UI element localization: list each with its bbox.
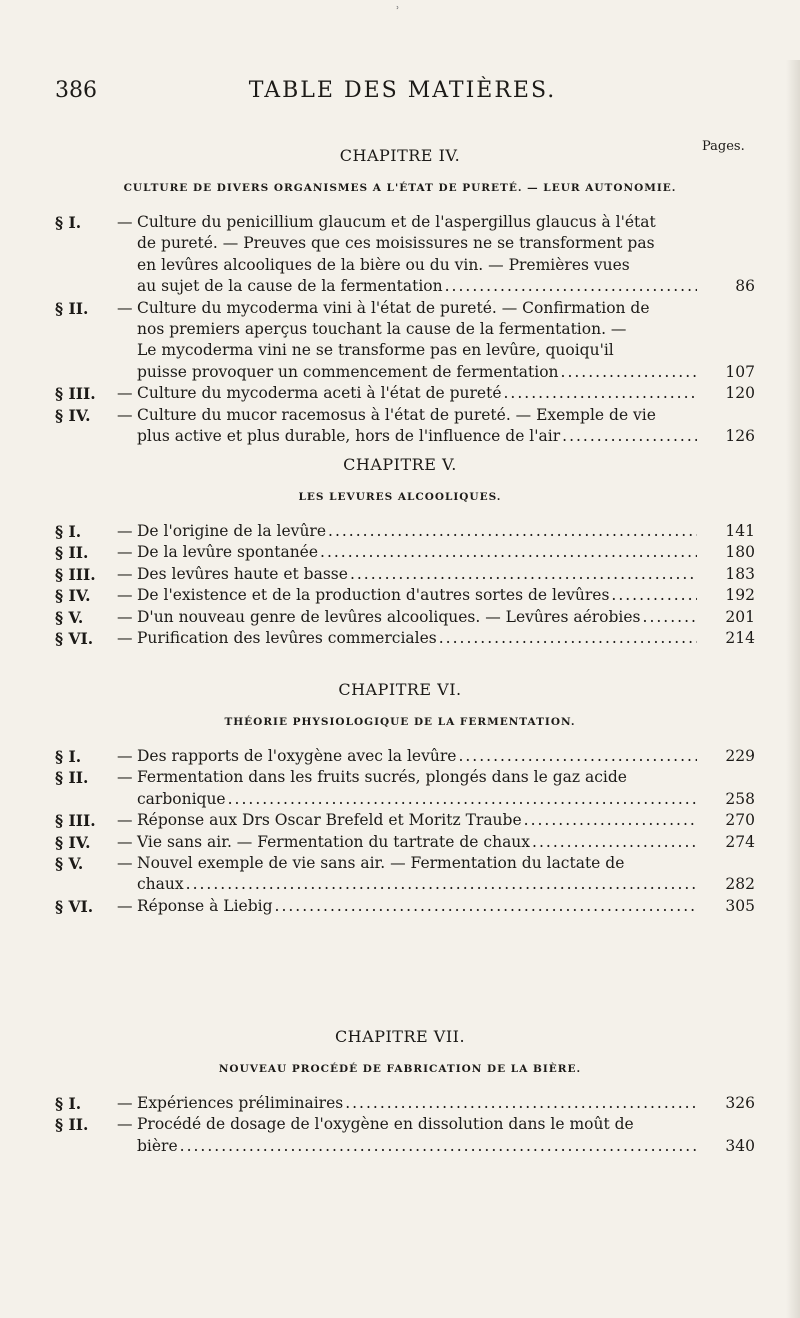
dot-leader xyxy=(345,1093,697,1114)
dot-leader xyxy=(186,874,697,895)
entry-line: Réponse à Liebig xyxy=(137,896,273,915)
dot-leader xyxy=(350,564,697,585)
dot-leader xyxy=(562,426,697,447)
section-number: § IV. xyxy=(55,405,91,425)
entry-line: Culture du penicillium glaucum et de l'aspergillus glaucus à l'état xyxy=(137,213,656,231)
page-reference: 120 xyxy=(725,384,755,403)
dot-leader xyxy=(611,585,697,606)
section-number: § III. xyxy=(55,384,96,404)
entry-line: au sujet de la cause de la fermentation xyxy=(137,277,443,296)
page-reference: 183 xyxy=(725,564,755,583)
pages-column-label: Pages. xyxy=(702,139,745,154)
toc-entry xyxy=(55,896,755,917)
toc-entry xyxy=(55,853,755,896)
dot-leader xyxy=(445,276,697,297)
page-reference: 258 xyxy=(725,789,755,808)
entry-text xyxy=(137,1093,697,1114)
entry-text xyxy=(137,767,697,810)
page-reference: 201 xyxy=(725,607,755,626)
section-number: § IV. xyxy=(55,832,91,852)
toc-entry xyxy=(55,746,755,767)
entry-line: plus active et plus durable, hors de l'influence de l'air xyxy=(137,427,561,445)
entry-line: Culture du mycoderma aceti à l'état de pureté xyxy=(137,384,502,403)
entry-dash: — xyxy=(117,1115,133,1134)
entry-dash: — xyxy=(117,768,133,787)
dot-leader xyxy=(532,832,697,853)
section-number: § V. xyxy=(55,607,84,627)
page-reference: 229 xyxy=(725,747,755,765)
section-number: § II. xyxy=(55,768,89,788)
entry-dash: — xyxy=(117,405,133,424)
entry-line: en levûres alcooliques de la bière ou du vin. — Premières vues xyxy=(137,255,630,274)
entry-line: De l'existence et de la production d'autres sortes de levûres xyxy=(137,586,610,605)
entry-line: Des rapports de l'oxygène avec la levûre xyxy=(137,747,457,765)
entry-line: Vie sans air. — Fermentation du tartrate de chaux xyxy=(137,832,531,851)
entry-text xyxy=(137,628,697,649)
entry-line: Le mycoderma vini ne se transforme pas en levûre, quoiqu'il xyxy=(137,341,614,360)
section-number: § V. xyxy=(55,854,84,873)
entry-line: Purification des levûres commerciales xyxy=(137,629,437,647)
chapter-title: CHAPITRE VI. xyxy=(338,680,462,699)
dot-leader xyxy=(561,362,697,383)
entry-dash: — xyxy=(117,607,133,626)
dot-leader xyxy=(180,1136,697,1157)
section-number: § III. xyxy=(55,564,96,584)
top-mark: ʾ xyxy=(396,4,400,18)
page-reference: 305 xyxy=(725,896,755,915)
chapter-subtitle: NOUVEAU PROCÉDÉ DE FABRICATION DE LA BIÈRE. xyxy=(218,1063,582,1075)
entry-line: Réponse aux Drs Oscar Brefeld et Moritz Traube xyxy=(137,811,522,830)
chapter-subtitle: LES LEVURES ALCOOLIQUES. xyxy=(298,491,502,503)
entry-text xyxy=(137,298,697,384)
chapter-subtitle: CULTURE DE DIVERS ORGANISMES A L'ÉTAT DE PURETÉ. — LEUR AUTONOMIE. xyxy=(123,182,677,194)
entry-dash: — xyxy=(117,213,133,231)
toc-entry xyxy=(55,832,755,853)
page-reference: 214 xyxy=(725,629,755,647)
section-number: § I. xyxy=(55,1094,82,1113)
page-reference: 274 xyxy=(725,832,755,851)
page-reference: 270 xyxy=(725,811,755,830)
entry-line: Fermentation dans les fruits sucrés, plongés dans le gaz acide xyxy=(137,768,627,787)
dot-leader xyxy=(643,607,697,628)
entry-dash: — xyxy=(117,564,133,583)
entry-dash: — xyxy=(117,298,133,317)
entry-line: De l'origine de la levûre xyxy=(137,522,327,540)
entry-line: Expériences préliminaires xyxy=(137,1094,344,1112)
entry-text xyxy=(137,521,697,542)
page-reference: 340 xyxy=(725,1136,755,1155)
entry-dash: — xyxy=(117,747,133,765)
entry-dash: — xyxy=(117,586,133,605)
toc-entry xyxy=(55,383,755,404)
section-number: § II. xyxy=(55,543,89,563)
entry-dash: — xyxy=(117,543,133,562)
dot-leader xyxy=(328,521,697,542)
toc-entry xyxy=(55,212,755,298)
page-reference: 126 xyxy=(725,426,755,445)
entry-text xyxy=(137,564,697,585)
dot-leader xyxy=(275,896,697,917)
toc-entry xyxy=(55,1114,755,1157)
page-number: 386 xyxy=(55,78,97,103)
entry-text xyxy=(137,607,697,628)
dot-leader xyxy=(439,628,697,649)
toc-entry xyxy=(55,607,755,628)
entry-line: D'un nouveau genre de levûres alcooliques. — Levûres aérobies xyxy=(137,607,641,626)
entry-line: Des levûres haute et basse xyxy=(137,564,348,583)
section-number: § IV. xyxy=(55,586,91,606)
section-number: § I. xyxy=(55,522,82,541)
section-number: § I. xyxy=(55,213,82,232)
entry-dash: — xyxy=(117,522,133,540)
entry-text xyxy=(137,383,697,404)
entry-line: nos premiers aperçus touchant la cause de la fermentation. — xyxy=(137,320,627,338)
dot-leader xyxy=(504,383,698,404)
dot-leader xyxy=(320,542,697,563)
entry-text xyxy=(137,585,697,606)
entry-line: puisse provoquer un commencement de fermentation xyxy=(137,362,559,381)
entry-dash: — xyxy=(117,896,133,915)
entry-text xyxy=(137,542,697,563)
entry-dash: — xyxy=(117,832,133,851)
dot-leader xyxy=(524,810,697,831)
chapter-title: CHAPITRE V. xyxy=(343,455,457,474)
dot-leader xyxy=(228,789,697,810)
section-number: § VI. xyxy=(55,896,94,916)
entry-line: Culture du mucor racemosus à l'état de pureté. — Exemple de vie xyxy=(137,405,656,424)
entry-dash: — xyxy=(117,629,133,647)
entry-line: carbonique xyxy=(137,789,226,808)
entry-text xyxy=(137,212,697,298)
entry-line: Culture du mycoderma vini à l'état de pureté. — Confirmation de xyxy=(137,298,650,317)
chapter-subtitle: THÉORIE PHYSIOLOGIQUE DE LA FERMENTATION. xyxy=(224,716,576,728)
entry-text xyxy=(137,405,697,448)
toc-entry xyxy=(55,585,755,606)
section-number: § I. xyxy=(55,747,82,766)
toc-entry xyxy=(55,405,755,448)
entry-text xyxy=(137,853,697,896)
section-number: § VI. xyxy=(55,629,94,648)
page-reference: 141 xyxy=(725,522,755,540)
entry-line: de pureté. — Preuves que ces moisissures ne se transforment pas xyxy=(137,234,655,253)
entry-text xyxy=(137,832,697,853)
entry-line: Procédé de dosage de l'oxygène en dissolution dans le moût de xyxy=(137,1115,634,1134)
entry-line: bière xyxy=(137,1136,178,1155)
toc-entry xyxy=(55,521,755,542)
page-edge-shadow xyxy=(786,60,800,1318)
section-number: § II. xyxy=(55,298,89,318)
entry-line: Nouvel exemple de vie sans air. — Fermentation du lactate de xyxy=(137,854,625,872)
entry-dash: — xyxy=(117,1094,133,1112)
page-header xyxy=(55,78,750,110)
page-reference: 192 xyxy=(725,586,755,605)
entry-line: chaux xyxy=(137,875,184,894)
dot-leader xyxy=(458,746,697,767)
toc-entry xyxy=(55,542,755,563)
entry-dash: — xyxy=(117,811,133,830)
entry-dash: — xyxy=(117,384,133,403)
toc-entry xyxy=(55,1093,755,1114)
page-reference: 282 xyxy=(725,875,755,894)
section-number: § II. xyxy=(55,1115,89,1135)
page-reference: 107 xyxy=(725,362,755,381)
entry-text xyxy=(137,896,697,917)
section-number: § III. xyxy=(55,811,96,831)
page-reference: 326 xyxy=(725,1094,755,1112)
toc-entry xyxy=(55,767,755,810)
page-reference: 180 xyxy=(725,543,755,562)
chapter-title: CHAPITRE VII. xyxy=(334,1027,466,1046)
entry-text xyxy=(137,746,697,767)
chapter-title: CHAPITRE IV. xyxy=(339,146,461,165)
entry-line: De la levûre spontanée xyxy=(137,543,319,562)
toc-entry xyxy=(55,810,755,831)
entry-dash: — xyxy=(117,854,133,872)
entry-text xyxy=(137,810,697,831)
toc-entry xyxy=(55,564,755,585)
entry-text xyxy=(137,1114,697,1157)
running-title: TABLE DES MATIÈRES. xyxy=(248,78,557,103)
toc-entry xyxy=(55,628,755,649)
page-reference: 86 xyxy=(735,277,755,296)
toc-entry xyxy=(55,298,755,384)
